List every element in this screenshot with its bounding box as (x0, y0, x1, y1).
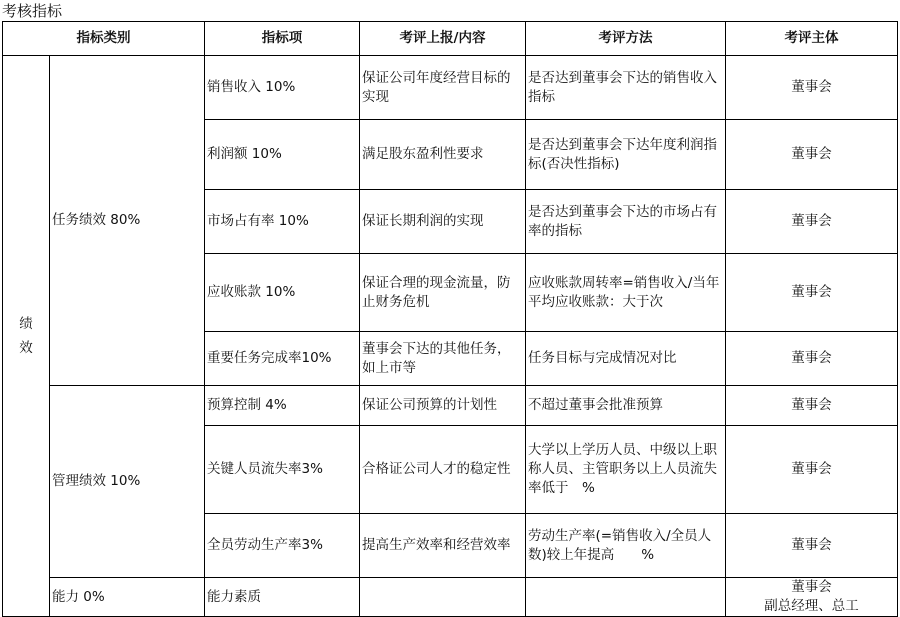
item-cell: 全员劳动生产率3% (205, 514, 360, 578)
item-cell: 市场占有率 10% (205, 190, 360, 254)
header-method: 考评方法 (526, 22, 726, 56)
evaluator-line1: 董事会 (791, 579, 832, 595)
group-name: 任务绩效 80% (50, 56, 205, 386)
table-row (3, 578, 898, 617)
item-cell: 关键人员流失率3% (205, 426, 360, 514)
content-cell: 董事会下达的其他任务，如上市等 (360, 332, 526, 386)
item-cell: 重要任务完成率10% (205, 332, 360, 386)
method-cell: 不超过董事会批准预算 (526, 386, 726, 426)
header-evaluator: 考评主体 (726, 22, 898, 56)
content-cell: 满足股东盈利性要求 (360, 120, 526, 190)
evaluator-cell (726, 578, 898, 617)
method-cell: 应收账款周转率=销售收入/当年平均应收账款：大于次 (526, 254, 726, 332)
evaluator-cell: 董事会 (726, 56, 898, 120)
method-cell: 劳动生产率(=销售收入/全员人数)较上年提高 % (526, 514, 726, 578)
method-cell: 是否达到董事会下达的销售收入指标 (526, 56, 726, 120)
main-category-line2: 效 (19, 340, 33, 356)
evaluator-cell: 董事会 (726, 426, 898, 514)
content-cell: 保证合理的现金流量，防止财务危机 (360, 254, 526, 332)
evaluator-cell: 董事会 (726, 332, 898, 386)
evaluator-cell: 董事会 (726, 190, 898, 254)
group-name: 管理绩效 10% (50, 386, 205, 578)
method-cell: 是否达到董事会下达的市场占有率的指标 (526, 190, 726, 254)
header-category: 指标类别 (3, 22, 205, 56)
main-category-line1: 绩 (19, 316, 33, 332)
content-cell: 保证公司预算的计划性 (360, 386, 526, 426)
evaluator-line2: 副总经理、总工 (764, 598, 859, 614)
method-cell: 任务目标与完成情况对比 (526, 332, 726, 386)
item-cell: 能力素质 (205, 578, 360, 617)
method-cell (526, 578, 726, 617)
header-item: 指标项 (205, 22, 360, 56)
content-cell: 保证长期利润的实现 (360, 190, 526, 254)
item-cell: 预算控制 4% (205, 386, 360, 426)
content-cell (360, 578, 526, 617)
item-cell: 销售收入 10% (205, 56, 360, 120)
item-cell: 应收账款 10% (205, 254, 360, 332)
kpi-table (2, 21, 898, 617)
item-cell: 利润额 10% (205, 120, 360, 190)
method-cell: 大学以上学历人员、中级以上职称人员、主管职务以上人员流失率低于 % (526, 426, 726, 514)
page-title: 考核指标 (2, 2, 63, 20)
evaluator-cell: 董事会 (726, 120, 898, 190)
evaluator-cell: 董事会 (726, 514, 898, 578)
content-cell: 保证公司年度经营目标的实现 (360, 56, 526, 120)
content-cell: 合格证公司人才的稳定性 (360, 426, 526, 514)
header-row (3, 22, 898, 56)
method-cell: 是否达到董事会下达年度利润指标(否决性指标) (526, 120, 726, 190)
evaluator-cell: 董事会 (726, 254, 898, 332)
table-row (3, 56, 898, 120)
main-category-cell (3, 56, 50, 617)
header-content: 考评上报/内容 (360, 22, 526, 56)
table-row (3, 386, 898, 426)
content-cell: 提高生产效率和经营效率 (360, 514, 526, 578)
group-name: 能力 0% (50, 578, 205, 617)
evaluator-cell: 董事会 (726, 386, 898, 426)
